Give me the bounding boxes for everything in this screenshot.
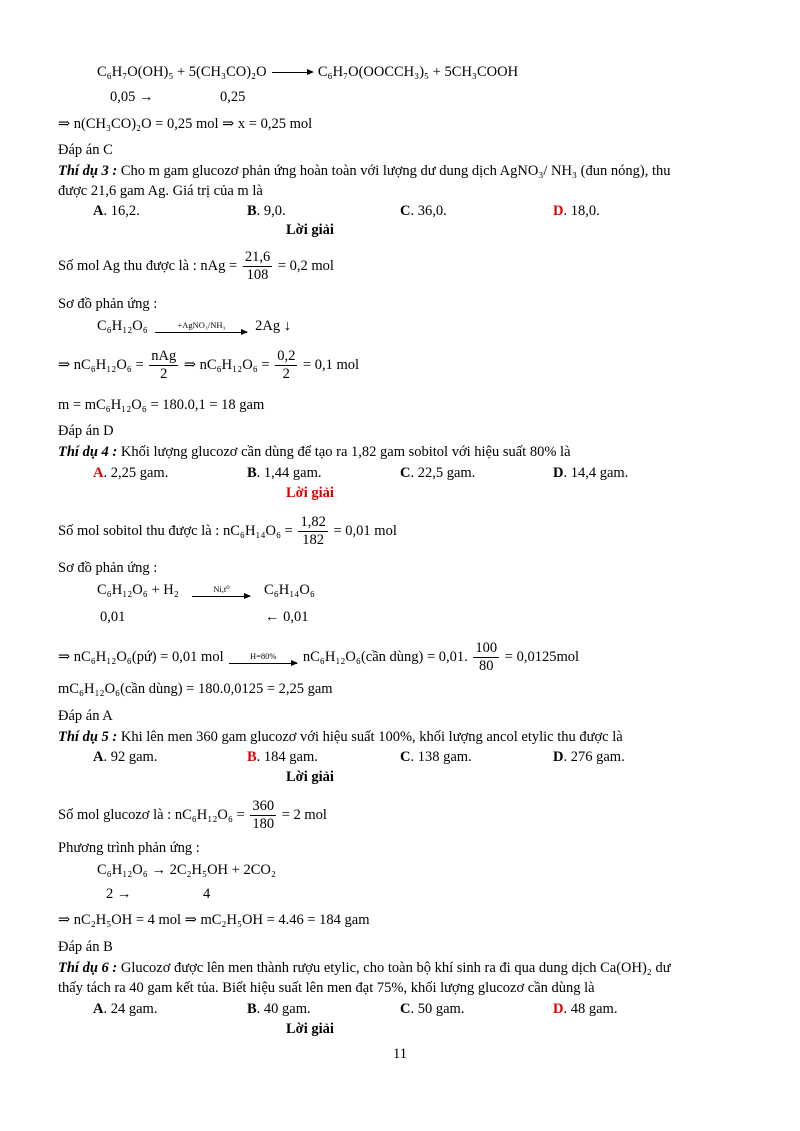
scheme-label: Sơ đồ phản ứng : (58, 296, 158, 312)
reaction-arrow-icon (229, 663, 297, 664)
option-b: B. 1,44 gam. (247, 465, 322, 481)
answer-c: Đáp án C (58, 142, 113, 158)
option-b: B. 184 gam. (247, 749, 318, 765)
mass-line: m = mC₆H₁₂O₆ = 180.0,1 = 18 gam (58, 397, 265, 413)
example-6-question-cont: thấy tách ra 40 gam kết tủa. Biết hiệu suất lên men đạt 75%, khối lượng glucozơ cần dùng là (58, 980, 595, 996)
scheme-ag: C₆H₁₂O₆ +AgNO₃/NH₃ 2Ag ↓ (97, 318, 291, 334)
solution-heading: Lời giải (286, 1021, 334, 1037)
answer-a: Đáp án A (58, 708, 113, 724)
scheme-label: Sơ đồ phản ứng : (58, 560, 158, 576)
fermentation-equation: C₆H₁₂O₆ → 2C₂H₅OH + 2CO₂ (97, 862, 276, 878)
option-c: C. 138 gam. (400, 749, 472, 765)
glucose-moles: ⇒ nC₆H₁₂O₆ = $\frac{\text{nAg}}{2}$ ⇒ nC₆H₁₂O₆ = $\frac{0,2}{2}$ = 0,1 mol (58, 348, 360, 382)
option-a: A. 2,25 gam. (93, 465, 169, 481)
solution-heading: Lời giải (286, 769, 334, 785)
answer-b: Đáp án B (58, 939, 113, 955)
ratio-2: ← 0,01 (265, 609, 309, 625)
ratio-1: 0,05 → (110, 89, 154, 105)
option-d: D. 276 gam. (553, 749, 625, 765)
mass-line: mC₆H₁₂O₆(cần dùng) = 180.0,0125 = 2,25 gam (58, 681, 333, 697)
option-b: B. 9,0. (247, 203, 286, 219)
reaction-arrow-icon (272, 72, 312, 73)
example-4-question: Thí dụ 4 : Khối lượng glucozơ cần dùng để tạo ra 1,82 gam sobitol với hiệu suất 80% là (58, 444, 571, 460)
reaction-arrow-icon (192, 596, 250, 597)
example-3-question-cont: được 21,6 gam Ag. Giá trị của m là (58, 183, 263, 199)
example-3-question: Thí dụ 3 : Cho m gam glucozơ phản ứng hoàn toàn với lượng dư dung dịch AgNO₃/ NH₃ (đun nóng), thu (58, 163, 671, 179)
glucose-moles: Số mol glucozơ là : nC₆H₁₂O₆ = $\frac{360}{180}$ = 2 mol (58, 798, 327, 832)
ag-moles: Số mol Ag thu được là : nAg = $\frac{21,6}{108}$ = 0,2 mol (58, 249, 334, 283)
option-a: A. 24 gam. (93, 1001, 158, 1017)
option-c: C. 36,0. (400, 203, 447, 219)
result-1: ⇒ n(CH₃CO)₂O = 0,25 mol ⇒ x = 0,25 mol (58, 116, 313, 132)
answer-d: Đáp án D (58, 423, 114, 439)
ratio-1: 0,01 (100, 609, 126, 625)
option-a: A. 92 gam. (93, 749, 158, 765)
hydrogenation-equation: C₆H₁₂O₆ + H₂ Ni,t⁰ C₆H₁₄O₆ (97, 582, 315, 598)
option-a: A. 16,2. (93, 203, 140, 219)
ratio-2: 4 (203, 886, 211, 902)
example-6-question: Thí dụ 6 : Glucozơ được lên men thành rượu etylic, cho toàn bộ khí sinh ra đi qua dung dịch Ca(OH)₂ dư (58, 960, 671, 976)
option-d: D. 48 gam. (553, 1001, 618, 1017)
ratio-2: 0,25 (220, 89, 246, 105)
option-c: C. 22,5 gam. (400, 465, 476, 481)
page-number: 11 (393, 1046, 407, 1062)
glucose-needed: ⇒ nC₆H₁₂O₆(pứ) = 0,01 mol H=80% nC₆H₁₂O₆(cần dùng) = 0,01. $\frac{100}{80}$ = 0,0125mol (58, 640, 580, 674)
option-b: B. 40 gam. (247, 1001, 311, 1017)
reaction-arrow-icon (155, 332, 247, 333)
example-5-question: Thí dụ 5 : Khi lên men 360 gam glucozơ với hiệu suất 100%, khối lượng ancol etylic thu được là (58, 729, 623, 745)
equation-acetylation: C₆H₇O(OH)₅ + 5(CH₃CO)₂O C₆H₇O(OOCCH₃)₅ + 5CH₃COOH (97, 64, 519, 80)
sorbitol-moles: Số mol sobitol thu được là : nC₆H₁₄O₆ = $\frac{1,82}{182}$ = 0,01 mol (58, 514, 397, 548)
equation-label: Phương trình phản ứng : (58, 840, 200, 856)
option-d: D. 18,0. (553, 203, 600, 219)
ethanol-result: ⇒ nC₂H₅OH = 4 mol ⇒ mC₂H₅OH = 4.46 = 184 gam (58, 912, 370, 928)
option-d: D. 14,4 gam. (553, 465, 629, 481)
ratio-1: 2 → (106, 886, 132, 902)
option-c: C. 50 gam. (400, 1001, 465, 1017)
solution-heading: Lời giải (286, 222, 334, 238)
solution-heading: Lời giải (286, 485, 334, 501)
